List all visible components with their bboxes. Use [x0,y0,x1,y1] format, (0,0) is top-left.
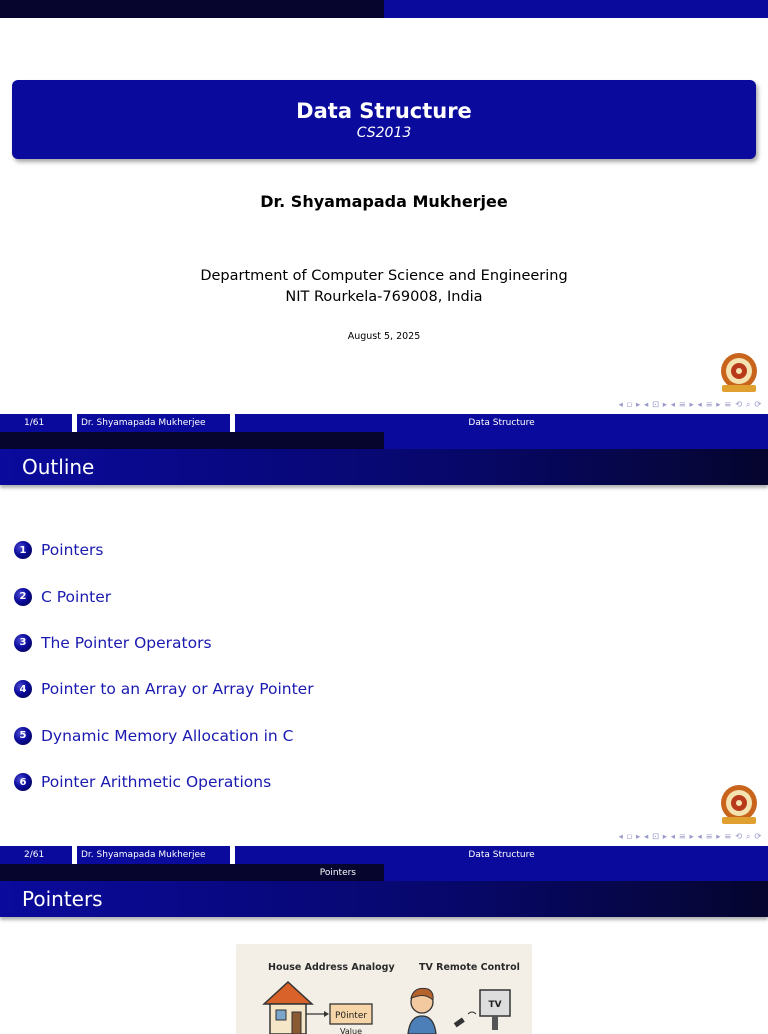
beamer-nav-symbols[interactable]: ◂ ▫ ▸ ◂ ⊡ ▸ ◂ ≡ ▸ ◂ ≡ ▸ ≡ ⟲ ⌕ ⟳ [618,832,762,842]
value-label: Value [340,1027,362,1034]
illustration-caption-right: TV Remote Control [419,962,520,973]
footer-title: Data Structure [235,414,768,432]
title-slide [0,0,768,432]
section-nav-current[interactable]: Pointers [0,864,384,882]
toc-item[interactable] [14,573,314,619]
presentation-date: August 5, 2025 [347,331,421,342]
toc-link[interactable]: Dynamic Memory Allocation in C [41,726,294,745]
presentation-subtitle: CS2013 [356,125,412,141]
toc-link[interactable]: The Pointer Operators [41,633,212,652]
toc-link[interactable]: C Pointer [41,587,112,606]
pointer-box-label: P0inter [334,1011,368,1021]
toc-item[interactable] [14,666,314,712]
pointer-analogy-illustration [236,944,532,1034]
tv-label: TV [488,1000,502,1010]
toc-item[interactable] [14,527,314,573]
title-block [12,80,756,159]
pointers-slide [0,864,768,1034]
toc-item[interactable] [14,759,314,805]
number-bullet: 5 [14,727,32,745]
analogy-drawing [236,974,532,1034]
page-number: 1/61 [0,414,72,432]
author-name: Dr. Shyamapada Mukherjee [260,192,508,211]
frame-title: Outline [0,449,768,485]
illustration-caption-left: House Address Analogy [268,962,395,973]
footline [0,414,768,432]
toc-item[interactable] [14,713,314,759]
nit-logo [716,350,762,394]
footline [0,846,768,864]
outline-slide [0,432,768,864]
nit-logo [716,782,762,826]
headline-bar [0,864,768,882]
beamer-nav-symbols[interactable]: ◂ ▫ ▸ ◂ ⊡ ▸ ◂ ≡ ▸ ◂ ≡ ▸ ≡ ⟲ ⌕ ⟳ [618,400,762,410]
footer-title: Data Structure [235,846,768,864]
institute-name: NIT Rourkela-769008, India [285,289,483,305]
number-bullet: 3 [14,634,32,652]
institute-block [0,266,768,308]
number-bullet: 2 [14,588,32,606]
headline-bar [0,0,768,18]
footer-author: Dr. Shyamapada Mukherjee [77,414,230,432]
toc-link[interactable]: Pointer Arithmetic Operations [41,773,272,792]
frame-title: Pointers [0,881,768,917]
department-name: Department of Computer Science and Engineering [200,268,568,284]
toc-item[interactable] [14,620,314,666]
number-bullet: 4 [14,680,32,698]
footer-author: Dr. Shyamapada Mukherjee [77,846,230,864]
page-number: 2/61 [0,846,72,864]
number-bullet: 1 [14,541,32,559]
toc-link[interactable]: Pointer to an Array or Array Pointer [41,680,314,699]
headline-bar [0,432,768,450]
presentation-title: Data Structure [296,99,472,123]
number-bullet: 6 [14,773,32,791]
toc-link[interactable]: Pointers [41,541,104,560]
table-of-contents [14,527,314,805]
